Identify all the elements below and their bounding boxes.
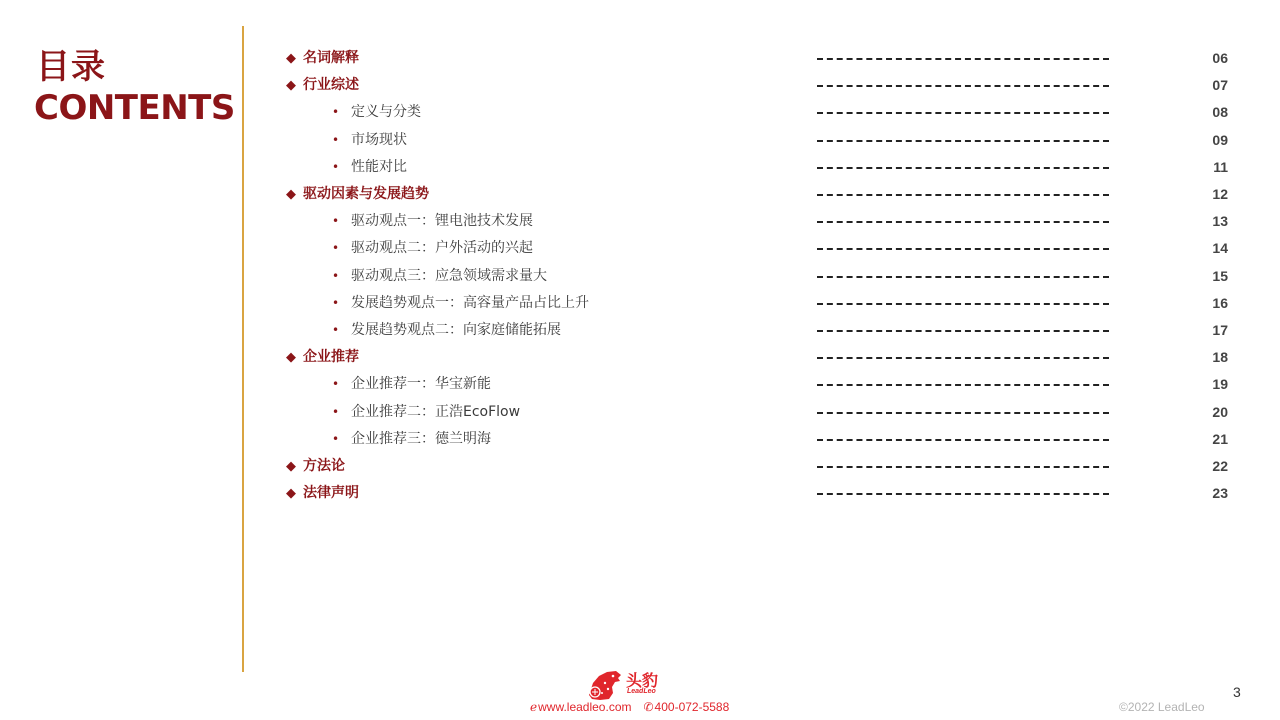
- diamond-icon: ◆: [286, 51, 296, 66]
- footer-contact: [530, 700, 729, 714]
- dotted-leader: [817, 194, 1109, 196]
- toc-page-number: 14: [1212, 240, 1228, 257]
- footer-logo: [585, 667, 675, 701]
- bullet-dot-icon: •: [332, 377, 340, 392]
- toc-page-number: 08: [1212, 104, 1228, 121]
- toc-label-text: 市场现状: [351, 131, 407, 148]
- bullet-dot-icon: •: [332, 323, 340, 337]
- toc-page-number: 12: [1212, 186, 1228, 202]
- toc-page-number: 16: [1212, 294, 1228, 311]
- toc-subitem-row: [0, 235, 1280, 262]
- toc-subitem-row: [0, 317, 1280, 344]
- toc-label: [286, 453, 345, 480]
- toc-section-row: [0, 480, 1280, 507]
- toc-subitem-row: [0, 127, 1280, 154]
- toc-label: [332, 208, 533, 235]
- toc-label-text: 驱动观点二：户外活动的兴起: [351, 240, 533, 257]
- toc-label: [332, 99, 421, 126]
- dotted-leader: [817, 303, 1109, 305]
- toc-section-row: [0, 344, 1280, 371]
- website-link[interactable]: www.leadleo.com: [538, 700, 632, 714]
- copyright-text: ©2022 LeadLeo: [1119, 700, 1205, 714]
- logo-english-text: LeadLeo: [627, 688, 656, 695]
- toc-subitem-row: [0, 399, 1280, 426]
- toc-label-text: 定义与分类: [351, 104, 421, 121]
- diamond-icon: ◆: [286, 459, 296, 474]
- dotted-leader: [817, 330, 1109, 332]
- toc-label-text: 驱动观点三：应急领域需求量大: [351, 267, 547, 284]
- toc-label: [332, 235, 533, 262]
- phone-number: 400-072-5588: [654, 700, 730, 714]
- toc-section-row: [0, 45, 1280, 72]
- toc-page-number: 22: [1212, 458, 1228, 474]
- toc-label: [332, 399, 520, 426]
- toc-label: [332, 426, 491, 453]
- toc-label: [286, 344, 359, 371]
- toc-label-text: 方法论: [303, 458, 345, 474]
- toc-page-number: 15: [1212, 267, 1228, 284]
- dotted-leader: [817, 140, 1109, 142]
- diamond-icon: ◆: [286, 486, 296, 502]
- dotted-leader: [817, 276, 1109, 278]
- title-chinese: 目录: [36, 47, 106, 87]
- toc-label-text: 企业推荐三：德兰明海: [351, 430, 491, 447]
- toc-subitem-row: [0, 426, 1280, 453]
- diamond-icon: ◆: [286, 350, 296, 366]
- dotted-leader: [817, 357, 1109, 359]
- diamond-icon: ◆: [286, 187, 296, 202]
- toc-label: [332, 317, 561, 344]
- toc-label-text: 发展趋势观点二：向家庭储能拓展: [351, 322, 561, 338]
- dotted-leader: [817, 493, 1109, 495]
- bullet-dot-icon: •: [332, 431, 340, 446]
- toc-page-number: 18: [1212, 349, 1228, 366]
- diamond-icon: ◆: [286, 78, 296, 94]
- leopard-logo-icon: [585, 669, 623, 701]
- bullet-dot-icon: •: [332, 159, 340, 174]
- toc-label: [332, 371, 491, 398]
- toc-page-number: 11: [1213, 158, 1228, 175]
- toc-subitem-row: [0, 263, 1280, 290]
- toc-section-row: [0, 72, 1280, 99]
- toc-label-text: 行业综述: [303, 77, 359, 94]
- bullet-dot-icon: •: [332, 132, 340, 147]
- toc-subitem-row: [0, 99, 1280, 126]
- toc-label-text: 驱动因素与发展趋势: [303, 186, 429, 202]
- toc-label-text: 性能对比: [351, 158, 407, 175]
- bullet-dot-icon: •: [332, 404, 340, 419]
- toc-page-number: 09: [1212, 131, 1228, 148]
- toc-label-text: 企业推荐一：华宝新能: [351, 376, 491, 393]
- dotted-leader: [817, 221, 1109, 223]
- toc-label: [286, 45, 359, 72]
- toc-page-number: 20: [1212, 403, 1228, 420]
- bullet-dot-icon: •: [332, 241, 340, 256]
- logo-chinese-text: 头豹: [626, 671, 659, 690]
- toc-label: [286, 72, 359, 99]
- toc-label: [332, 127, 407, 154]
- bullet-dot-icon: •: [332, 105, 340, 120]
- toc-page-number: 06: [1212, 50, 1228, 66]
- title-english: CONTENTS: [34, 88, 235, 128]
- bullet-dot-icon: •: [332, 268, 340, 283]
- toc-label: [332, 290, 589, 317]
- slide-number: 3: [1233, 684, 1241, 700]
- dotted-leader: [817, 384, 1109, 386]
- toc-label-text: 法律声明: [303, 485, 359, 502]
- toc-section-row: [0, 181, 1280, 208]
- toc-page-number: 21: [1212, 430, 1228, 447]
- dotted-leader: [817, 167, 1109, 169]
- toc-label-text: 企业推荐二：正浩EcoFlow: [351, 403, 521, 420]
- toc-page-number: 07: [1212, 77, 1228, 94]
- dotted-leader: [817, 439, 1109, 441]
- toc-label-text: 企业推荐: [303, 349, 359, 366]
- dotted-leader: [817, 248, 1109, 250]
- toc-label: [286, 480, 359, 507]
- toc-label: [286, 181, 429, 208]
- dotted-leader: [817, 85, 1109, 87]
- toc-subitem-row: [0, 154, 1280, 181]
- dotted-leader: [817, 112, 1109, 114]
- web-icon: ℯ: [530, 700, 538, 714]
- dotted-leader: [817, 412, 1109, 414]
- toc-page-number: 23: [1212, 485, 1228, 502]
- toc-label: [332, 263, 547, 290]
- toc-label-text: 驱动观点一：锂电池技术发展: [351, 213, 533, 230]
- toc-subitem-row: [0, 371, 1280, 398]
- toc-page-number: 13: [1212, 213, 1228, 230]
- toc-section-row: [0, 453, 1280, 480]
- toc-label-text: 名词解释: [303, 50, 359, 66]
- toc-page-number: 17: [1212, 322, 1228, 338]
- bullet-dot-icon: •: [332, 295, 340, 310]
- toc-label-text: 发展趋势观点一：高容量产品占比上升: [351, 294, 589, 311]
- toc-page-number: 19: [1212, 376, 1228, 393]
- dotted-leader: [817, 58, 1109, 60]
- toc-subitem-row: [0, 208, 1280, 235]
- bullet-dot-icon: •: [332, 214, 340, 229]
- phone-icon: ✆: [643, 700, 654, 714]
- toc-label: [332, 154, 407, 181]
- dotted-leader: [817, 466, 1109, 468]
- toc-subitem-row: [0, 290, 1280, 317]
